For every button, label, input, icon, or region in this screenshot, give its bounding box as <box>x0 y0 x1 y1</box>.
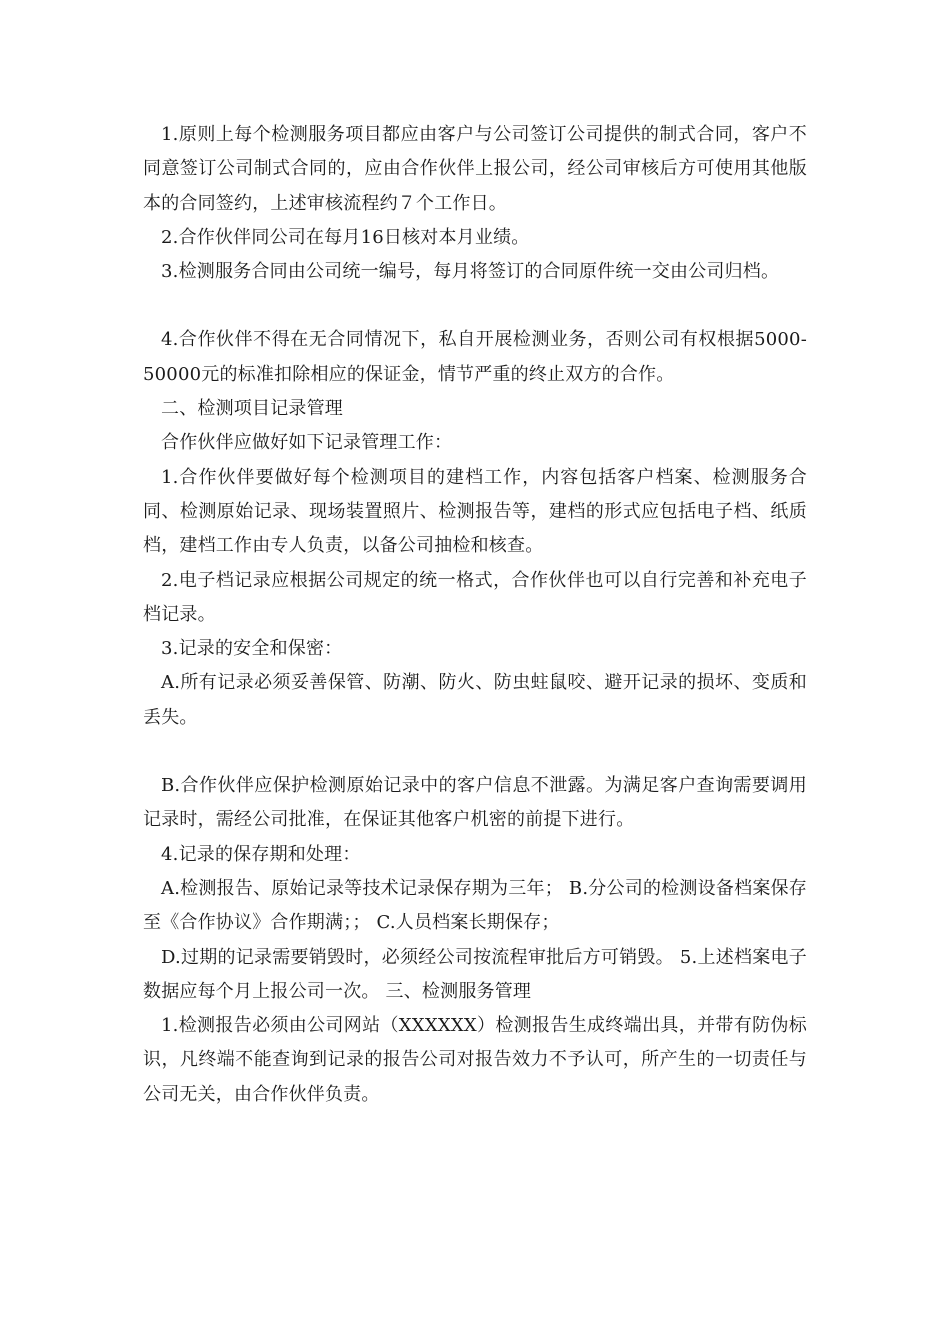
paragraph-electronic-records: 2.电子档记录应根据公司规定的统一格式，合作伙伴也可以自行完善和补充电子档记录。 <box>143 569 807 625</box>
paragraph-filing-work: 1.合作伙伴要做好每个检测项目的建档工作，内容包括客户档案、检测服务合同、检测原始记录、现场装置照片、检测报告等，建档的形式应包括电子档、纸质档，建档工作由专人负责，以备公司抽检和核查。 <box>143 466 807 557</box>
section-heading-records: 二、检测项目记录管理 <box>161 398 343 420</box>
paragraph-retention-periods: A.检测报告、原始记录等技术记录保存期为三年； B.分公司的检测设备档案保存至《合作协议》合作期满；； C.人员档案长期保存； <box>143 877 807 934</box>
paragraph-destruction-and-upload: D.过期的记录需要销毁时，必须经公司按流程审批后方可销毁。 5.上述档案电子数据应每个月上报公司一次。 三、检测服务管理 <box>143 946 807 1002</box>
paragraph-record-safekeeping: A.所有记录必须妥善保管、防潮、防火、防虫蛀鼠咬、避开记录的损坏、变质和丢失。 <box>143 672 807 728</box>
paragraph-client-privacy: B.合作伙伴应保护检测原始记录中的客户信息不泄露。为满足客户查询需要调用记录时，需经公司批准，在保证其他客户机密的前提下进行。 <box>143 775 807 831</box>
paragraph-contract-archive: 3.检测服务合同由公司统一编号，每月将签订的合同原件统一交由公司归档。 <box>161 261 780 283</box>
paragraph-performance-check: 2.合作伙伴同公司在每月16日核对本月业绩。 <box>161 226 530 248</box>
paragraph-report-terminal: 1.检测报告必须由公司网站（XXXXXX）检测报告生成终端出具，并带有防伪标识，凡终端不能查询到记录的报告公司对报告效力不予认可，所产生的一切责任与公司无关，由合作伙伴负责。 <box>143 1015 807 1105</box>
paragraph-security-heading: 3.记录的安全和保密： <box>161 638 343 660</box>
paragraph-retention-heading: 4.记录的保存期和处理： <box>161 843 361 865</box>
document-body <box>143 118 807 1112</box>
paragraph-contract-template: 1.原则上每个检测服务项目都应由客户与公司签订公司提供的制式合同，客户不同意签订公司制式合同的，应由合作伙伴上报公司，经公司审核后方可使用其他版本的合同签约，上述审核流程约７个工作日。 <box>143 124 807 214</box>
paragraph-records-intro: 合作伙伴应做好如下记录管理工作： <box>161 432 453 454</box>
paragraph-no-contract-penalty: 4.合作伙伴不得在无合同情况下，私自开展检测业务，否则公司有权根据5000-50000元的标准扣除相应的保证金，情节严重的终止双方的合作。 <box>143 329 807 385</box>
